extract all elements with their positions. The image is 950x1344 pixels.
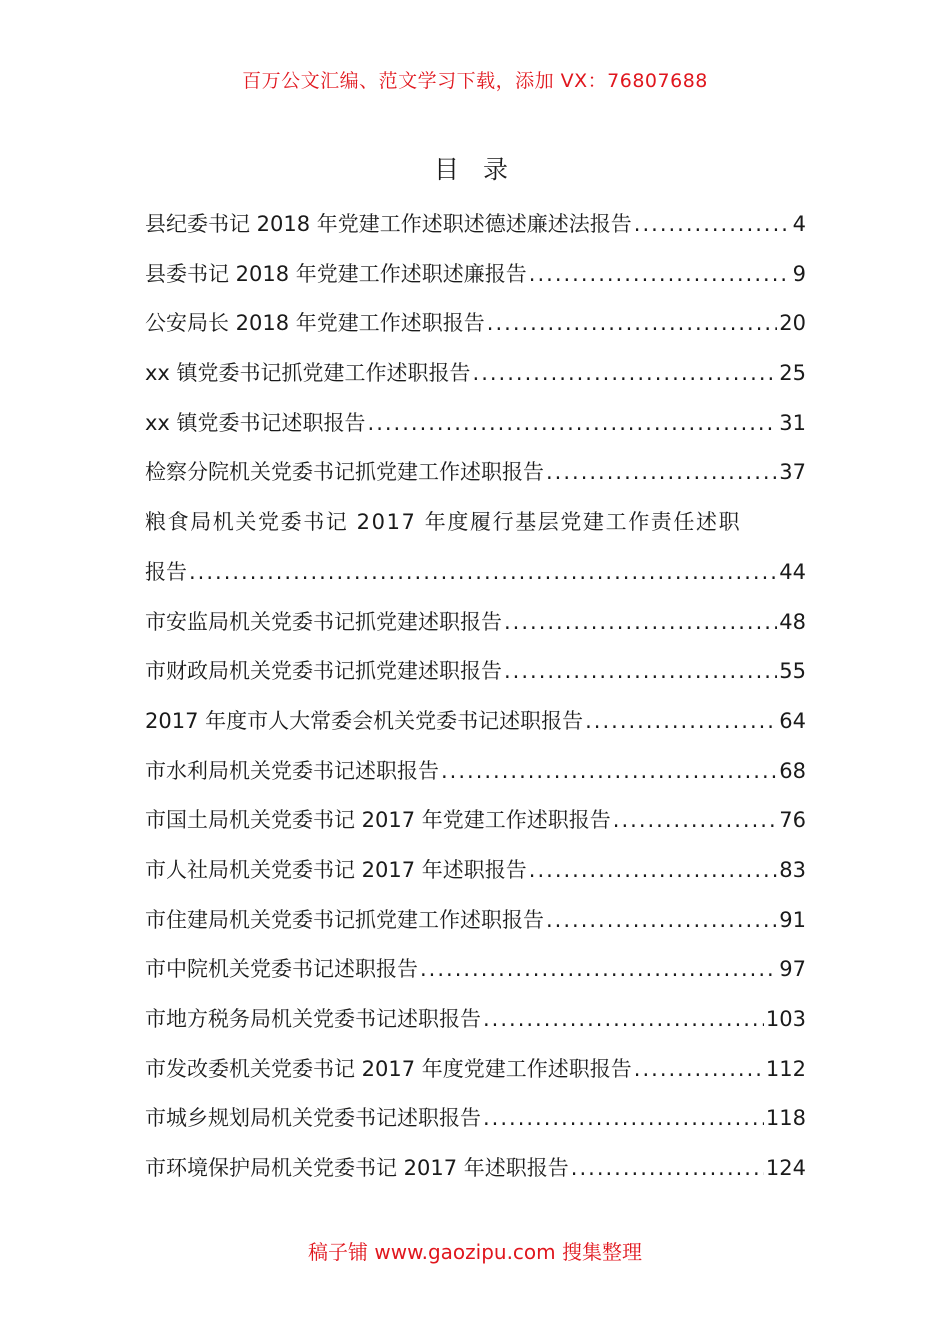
- toc-entry-page: 97: [779, 957, 806, 982]
- toc-entry[interactable]: [145, 299, 806, 349]
- toc-entry[interactable]: [145, 1144, 806, 1194]
- toc-leader-dots: [585, 697, 777, 747]
- toc-leader-dots: [420, 945, 777, 995]
- toc-entry-wrapped-line1[interactable]: [145, 498, 806, 548]
- toc-entry-text: 市水利局机关党委书记述职报告: [145, 758, 439, 783]
- toc-leader-dots: [483, 995, 764, 1045]
- toc-entry-page: 112: [765, 1056, 806, 1081]
- toc-entry-page: 124: [765, 1156, 806, 1181]
- toc-leader-dots: [487, 299, 777, 349]
- toc-leader-dots: [634, 1045, 764, 1095]
- toc-leader-dots: [613, 796, 777, 846]
- toc-entry-wrapped-line2[interactable]: [145, 548, 806, 598]
- toc-entry[interactable]: [145, 647, 806, 697]
- toc-entry[interactable]: [145, 1094, 806, 1144]
- toc-entry-page: 83: [779, 857, 806, 882]
- toc-entry[interactable]: [145, 1045, 806, 1095]
- toc-entry[interactable]: [145, 747, 806, 797]
- toc-entry-page: 64: [779, 708, 806, 733]
- toc-leader-dots: [368, 399, 778, 449]
- toc-entry[interactable]: [145, 846, 806, 896]
- toc-entry[interactable]: [145, 598, 806, 648]
- toc-entry-page: 44: [779, 559, 806, 584]
- toc-entry-page: 55: [779, 659, 806, 684]
- header-banner: 百万公文汇编、范文学习下载，添加 VX：76807688: [242, 70, 708, 92]
- toc-leader-dots: [441, 747, 777, 797]
- toc-leader-dots: [546, 448, 777, 498]
- toc-entry-text: 2017 年度市人大常委会机关党委书记述职报告: [145, 708, 584, 733]
- toc-leader-dots: [546, 896, 777, 946]
- toc-entry[interactable]: [145, 995, 806, 1045]
- toc-entry[interactable]: [145, 250, 806, 300]
- toc-entry[interactable]: [145, 399, 806, 449]
- toc-entry-text: 市环境保护局机关党委书记 2017 年述职报告: [145, 1156, 569, 1181]
- toc-leader-dots: [634, 200, 791, 250]
- toc-entry-page: 103: [765, 1007, 806, 1031]
- toc-entry-page: 37: [779, 460, 806, 485]
- toc-entry-text: 县委书记 2018 年党建工作述职述廉报告: [145, 261, 527, 286]
- toc-entry-text: 市人社局机关党委书记 2017 年述职报告: [145, 857, 527, 882]
- toc-leader-dots: [571, 1144, 764, 1194]
- toc-entry[interactable]: [145, 697, 806, 747]
- toc-entry-page: 4: [792, 212, 806, 236]
- toc-entry-text: xx 镇党委书记抓党建工作述职报告: [145, 361, 471, 386]
- toc-entry-page: 68: [779, 758, 806, 783]
- toc-leader-dots: [189, 548, 777, 598]
- toc-entry-page: 118: [765, 1106, 806, 1131]
- toc-leader-dots: [483, 1094, 764, 1144]
- toc-entry-text: 检察分院机关党委书记抓党建工作述职报告: [145, 460, 544, 485]
- toc-entry[interactable]: [145, 349, 806, 399]
- toc-leader-dots: [473, 349, 778, 399]
- toc-entry[interactable]: [145, 945, 806, 995]
- toc-entry[interactable]: [145, 448, 806, 498]
- toc-entry-text: 公安局长 2018 年党建工作述职报告: [145, 311, 485, 336]
- toc-leader-dots: [529, 250, 791, 300]
- toc-entry-page: 76: [779, 808, 806, 833]
- toc-entry-page: 48: [779, 609, 806, 634]
- toc-entry-text: 市国土局机关党委书记 2017 年党建工作述职报告: [145, 808, 611, 833]
- toc-entry-text: 市中院机关党委书记述职报告: [145, 957, 418, 982]
- toc-entry-page: 25: [779, 361, 806, 386]
- toc-entry[interactable]: [145, 200, 806, 250]
- toc-title: 目 录: [434, 155, 516, 184]
- toc-leader-dots: [504, 647, 777, 697]
- toc-entry-text: 市发改委机关党委书记 2017 年度党建工作述职报告: [145, 1056, 632, 1081]
- toc-entry-text: 市住建局机关党委书记抓党建工作述职报告: [145, 907, 544, 932]
- toc-entry-text: 市城乡规划局机关党委书记述职报告: [145, 1106, 481, 1131]
- toc-leader-dots: [529, 846, 777, 896]
- toc-entry-text: xx 镇党委书记述职报告: [145, 410, 366, 435]
- toc-entry[interactable]: [145, 896, 806, 946]
- toc-entry-page: 9: [792, 261, 806, 286]
- toc-entry-page: 31: [779, 410, 806, 435]
- toc-entry-page: 91: [779, 907, 806, 932]
- toc-entry-text: 粮食局机关党委书记 2017 年度履行基层党建工作责任述职: [145, 510, 742, 535]
- toc-leader-dots: [504, 598, 777, 648]
- toc-entry-text: 市地方税务局机关党委书记述职报告: [145, 1007, 481, 1031]
- toc-entry-page: 20: [779, 311, 806, 336]
- toc-entry-text: 市财政局机关党委书记抓党建述职报告: [145, 659, 502, 684]
- toc-entry-text: 市安监局机关党委书记抓党建述职报告: [145, 609, 502, 634]
- toc-entry-text: 县纪委书记 2018 年党建工作述职述德述廉述法报告: [145, 212, 632, 236]
- toc-list: [145, 200, 806, 1194]
- toc-entry[interactable]: [145, 796, 806, 846]
- footer-banner: 稿子铺 www.gaozipu.com 搜集整理: [308, 1240, 642, 1264]
- toc-entry-text-continued: 报告: [145, 559, 187, 584]
